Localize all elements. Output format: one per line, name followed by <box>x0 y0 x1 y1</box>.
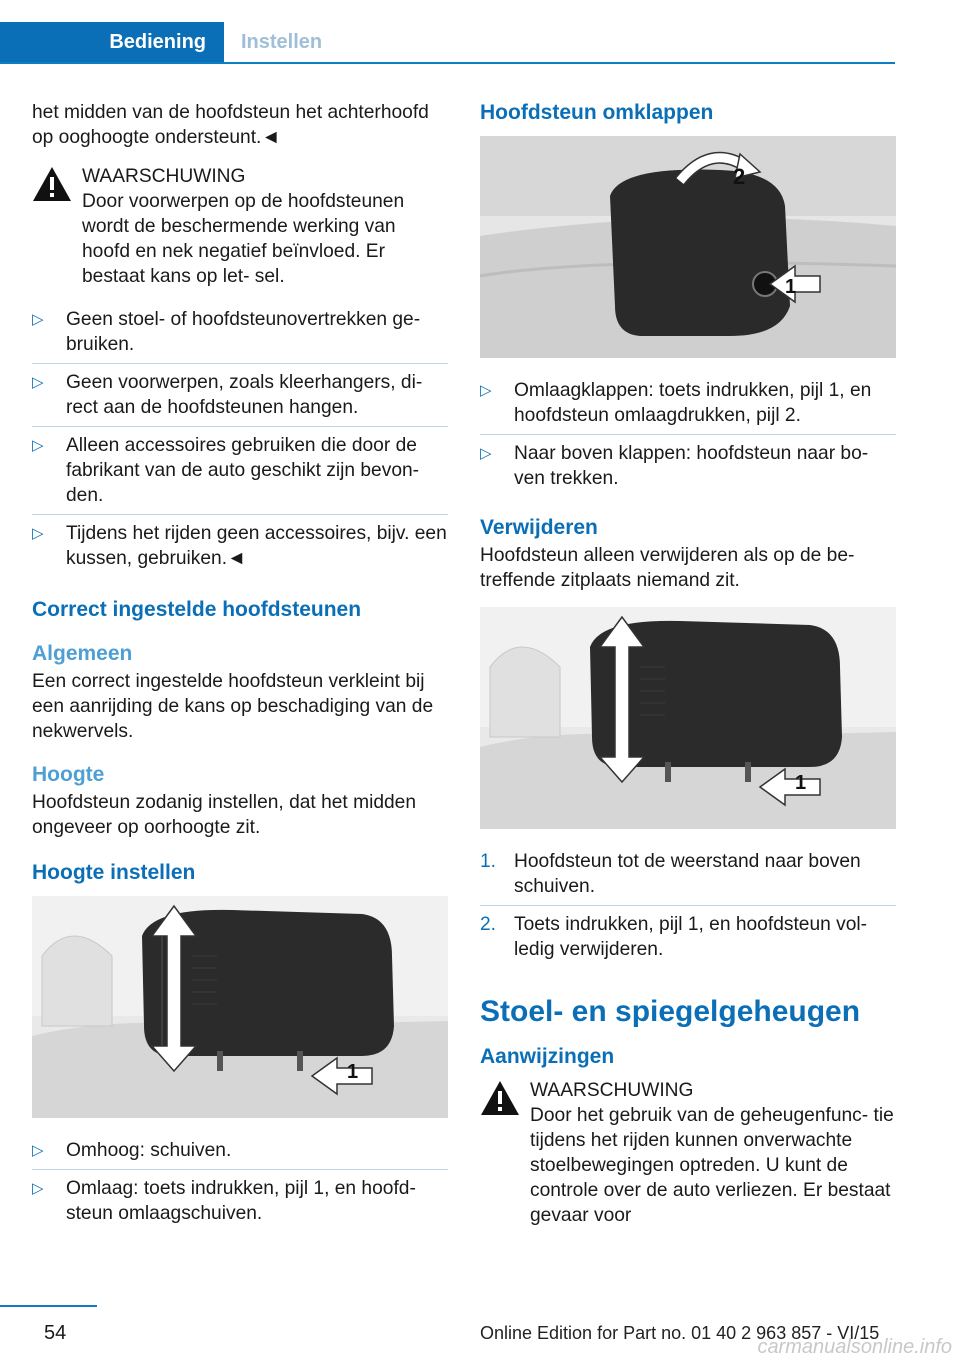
heading-omklappen: Hoofdsteun omklappen <box>480 101 714 124</box>
callout-label: 1 <box>347 1061 359 1083</box>
algemeen-text: Een correct ingestelde hoofdsteun verkleint bij een aanrijding de kans op beschadiging van de nekwervels. <box>32 671 434 742</box>
triangle-bullet-icon: ▷ <box>32 1142 44 1159</box>
list-item: ▷ Geen voorwerpen, zoals kleerhangers, di‐ rect aan de hoofdsteunen hangen. <box>32 364 448 427</box>
headrest-fold-illustration <box>480 136 896 358</box>
footer-rule <box>0 1305 97 1307</box>
left-column <box>32 100 448 1246</box>
triangle-bullet-icon: ▷ <box>32 374 44 391</box>
list-item: ▷ Omlaag: toets indrukken, pijl 1, en hoofd‐ steun omlaagschuiven. <box>32 1178 416 1224</box>
watermark: carmanualsonline.info <box>757 1336 952 1358</box>
heading-verwijderen: Verwijderen <box>480 516 598 539</box>
warning-triangle-icon <box>480 1080 520 1116</box>
heading-algemeen: Algemeen <box>32 642 133 665</box>
triangle-bullet-icon: ▷ <box>32 437 44 454</box>
warning-triangle-icon <box>32 166 72 202</box>
warning-text: Door het gebruik van de geheugenfunc‐ tie tijdens het rijden kunnen onverwachte stoelbewegingen optreden. U kunt de controle over de auto verliezen. Er bestaat gevaar voor <box>530 1105 894 1226</box>
warning-text: Door voorwerpen op de hoofdsteunen wordt de beschermende werking van hoofd en nek negatief beïnvloed. Er bestaat kans op let‐ sel. <box>82 191 405 287</box>
list-item: ▷ Naar boven klappen: hoofdsteun naar bo‐ ven trekken. <box>480 443 869 489</box>
hoogte-text: Hoofdsteun zodanig instellen, dat het midden ongeveer op oorhoogte zit. <box>32 792 417 838</box>
callout-label: 1 <box>795 772 807 794</box>
headrest-remove-illustration <box>480 607 896 829</box>
list-item: ▷ Omhoog: schuiven. <box>32 1132 448 1170</box>
callout-label: 2 <box>733 164 746 189</box>
headrest-height-illustration <box>32 896 448 1118</box>
step-number: 2. <box>480 914 497 935</box>
heading-hoogte: Hoogte <box>32 763 105 786</box>
footer-edition: Online Edition for Part no. 01 40 2 963 857 - VI/15 <box>480 1323 880 1343</box>
heading-hoogte-instellen: Hoogte instellen <box>32 861 196 884</box>
warning-title: WAARSCHUWING <box>530 1080 694 1101</box>
triangle-bullet-icon: ▷ <box>480 382 492 399</box>
intro-text: het midden van de hoofdsteun het achterhoofd op ooghoogte ondersteunt.◄ <box>32 102 429 148</box>
header-bar <box>0 0 895 64</box>
remove-steps <box>480 843 896 968</box>
heading-geheugen: Stoel- en spiegelgeheugen <box>480 995 861 1028</box>
height-list <box>32 1132 448 1232</box>
list-item: ▷ Geen stoel- of hoofdsteunovertrekken ge‐ bruiken. <box>32 301 448 364</box>
triangle-bullet-icon: ▷ <box>32 311 44 328</box>
triangle-bullet-icon: ▷ <box>480 445 492 462</box>
list-item: ▷ Omlaagklappen: toets indrukken, pijl 1, en hoofdsteun omlaagdrukken, pijl 2. <box>480 372 896 435</box>
warning-title: WAARSCHUWING <box>82 166 246 187</box>
heading-aanwijzingen: Aanwijzingen <box>480 1045 615 1068</box>
list-item: 1. Hoofdsteun tot de weerstand naar boven schuiven. <box>480 843 896 906</box>
warning-block <box>480 1078 896 1228</box>
step-number: 1. <box>480 851 497 872</box>
warning-block <box>32 164 448 289</box>
page-number: 54 <box>44 1322 67 1344</box>
warning-list <box>32 301 448 577</box>
list-item: ▷ Alleen accessoires gebruiken die door de fabrikant van de auto geschikt zijn bevon‐ den. <box>32 427 448 515</box>
callout-label: 1 <box>785 276 797 298</box>
fold-list <box>480 372 896 497</box>
triangle-bullet-icon: ▷ <box>32 1180 44 1197</box>
verwijderen-text: Hoofdsteun alleen verwijderen als op de be‐ treffende zitplaats niemand zit. <box>480 545 855 591</box>
triangle-bullet-icon: ▷ <box>32 525 44 542</box>
list-item: ▷ Tijdens het rijden geen accessoires, bijv. een kussen, gebruiken.◄ <box>32 523 447 569</box>
list-item: 2. Toets indrukken, pijl 1, en hoofdsteun vol‐ ledig verwijderen. <box>480 914 868 960</box>
tab-bediening[interactable]: Bediening <box>0 22 224 62</box>
tab-instellen[interactable]: Instellen <box>241 30 323 53</box>
right-column <box>480 100 896 1240</box>
heading-correct: Correct ingestelde hoofdsteunen <box>32 598 362 621</box>
